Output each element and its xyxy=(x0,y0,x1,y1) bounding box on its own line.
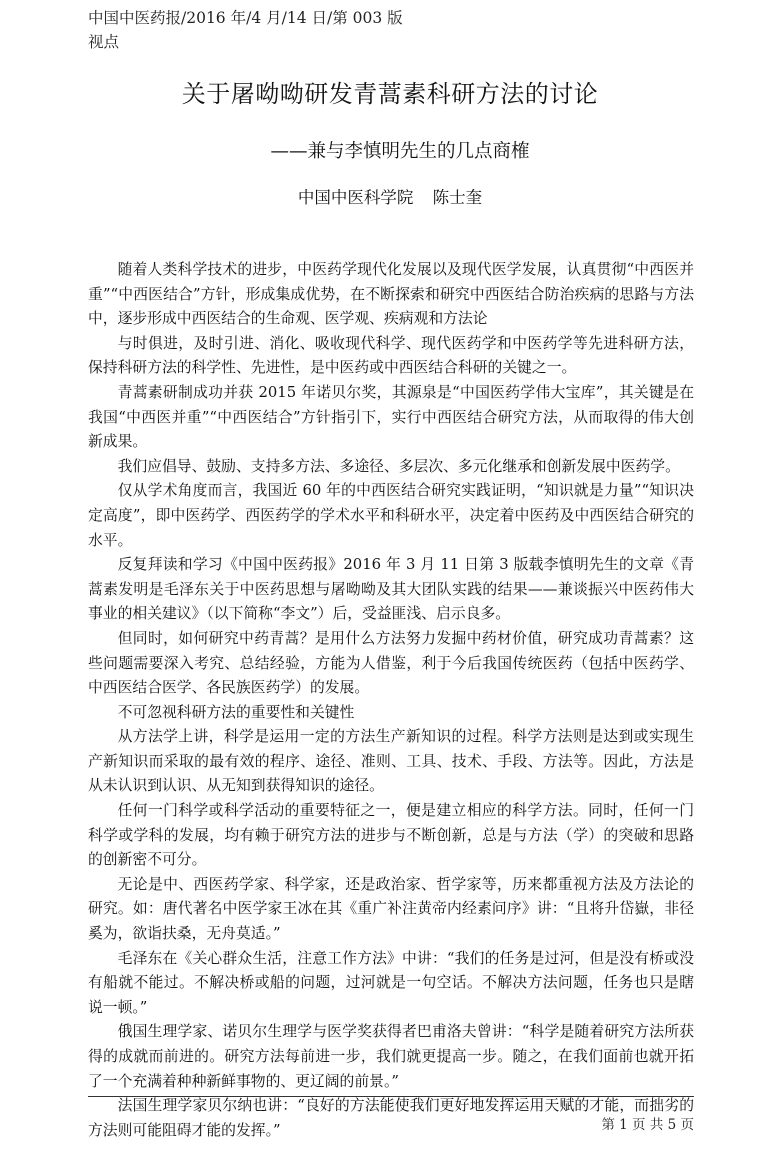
paragraph: 青蒿素研制成功并获 2015 年诺贝尔奖，其源泉是“中国医药学伟大宝库”，其关键是在我国“中西医并重”“中西医结合”方针指引下，实行中西医结合研究方法，从而取得的伟大创新成果。 xyxy=(88,383,694,451)
paragraph: 随着人类科学技术的进步，中医药学现代化发展以及现代医学发展，认真贯彻“中西医并重”“中西医结合”方针，形成集成优势，在不断探索和研究中西医结合防治疾病的思路与方法中，逐步形成中西医结合的生命观、医学观、疾病观和方法论 xyxy=(88,261,694,328)
page-indicator: 第 1 页 共 5 页 xyxy=(601,1117,694,1133)
column-label: 视点 xyxy=(88,33,120,51)
document-header xyxy=(88,6,403,54)
paragraph: 反复拜读和学习《中国中医药报》2016 年 3 月 11 日第 3 版载李慎明先生的文章《青蒿素发明是毛泽东关于中医药思想与屠呦呦及其大团队实践的结果——兼谈振兴中医药伟大事业的相关建议》（以下简称“李文”）后，受益匪浅、启示良多。 xyxy=(88,556,694,623)
paragraph: 毛泽东在《关心群众生活，注意工作方法》中讲：“我们的任务是过河，但是没有桥或没有船就不能过。不解决桥或船的问题，过河就是一句空话。不解决方法问题，任务也只是瞎说一顿。” xyxy=(88,949,694,1016)
paragraph: 我们应倡导、鼓励、支持多方法、多途径、多层次、多元化继承和创新发展中医药学。 xyxy=(117,457,680,475)
byline xyxy=(0,186,780,210)
author-name: 陈士奎 xyxy=(432,188,483,207)
section-heading: 不可忽视科研方法的重要性和关键性 xyxy=(117,703,355,721)
article-subtitle: ——兼与李慎明先生的几点商榷 xyxy=(270,141,530,162)
paragraph: 俄国生理学家、诺贝尔生理学与医学奖获得者巴甫洛夫曾讲：“科学是随着研究方法所获得的成就而前进的。研究方法每前进一步，我们就更提高一步。随之，在我们面前也就开拓了一个充满着种种新鲜事物的、更辽阔的前景。” xyxy=(88,1023,694,1090)
paragraph: 法国生理学家贝尔纳也讲：“良好的方法能使我们更好地发挥运用天赋的才能，而拙劣的方法则可能阻碍才能的发挥。” xyxy=(88,1097,694,1139)
article-title: 关于屠呦呦研发青蒿素科研方法的讨论 xyxy=(181,80,599,108)
paragraph: 但同时，如何研究中药青蒿？是用什么方法努力发掘中药材价值，研究成功青蒿素？这些问题需要深入考究、总结经验，方能为人借鉴，利于今后我国传统医药（包括中医药学、中西医结合医学、各民族医药学）的发展。 xyxy=(88,629,694,697)
author-institution: 中国中医科学院 xyxy=(297,188,414,207)
footer-divider xyxy=(88,1096,694,1097)
paragraph: 任何一门科学或科学活动的重要特征之一，便是建立相应的科学方法。同时，任何一门科学或学科的发展，均有赖于研究方法的进步与不断创新，总是与方法（学）的突破和思路的创新密不可分。 xyxy=(88,802,694,869)
paragraph: 与时俱进，及时引进、消化、吸收现代科学、现代医药学和中医药学等先进科研方法，保持科研方法的科学性、先进性，是中医药或中西医结合科研的关键之一。 xyxy=(88,334,694,377)
paragraph: 从方法学上讲，科学是运用一定的方法生产新知识的过程。科学方法则是达到或实现生产新知识而采取的最有效的程序、途径、准则、工具、技术、手段、方法等。因此，方法是从未认识到认识、从无知到获得知识的途径。 xyxy=(88,728,694,795)
article-body xyxy=(88,258,694,1143)
paragraph: 仅从学术角度而言，我国近 60 年的中西医结合研究实践证明，“知识就是力量”“知识决定高度”，即中医药学、西医药学的学术水平和科研水平，决定着中医药及中西医结合研究的水平。 xyxy=(88,482,694,549)
source-line: 中国中医药报/2016 年/4 月/14 日/第 003 版 xyxy=(88,9,403,27)
paragraph: 无论是中、西医药学家、科学家，还是政治家、哲学家等，历来都重视方法及方法论的研究。如：唐代著名中医学家王冰在其《重广补注黄帝内经素问序》讲：“且将升岱嶽，非径奚为，欲诣扶桑，无舟莫适。” xyxy=(88,875,694,943)
